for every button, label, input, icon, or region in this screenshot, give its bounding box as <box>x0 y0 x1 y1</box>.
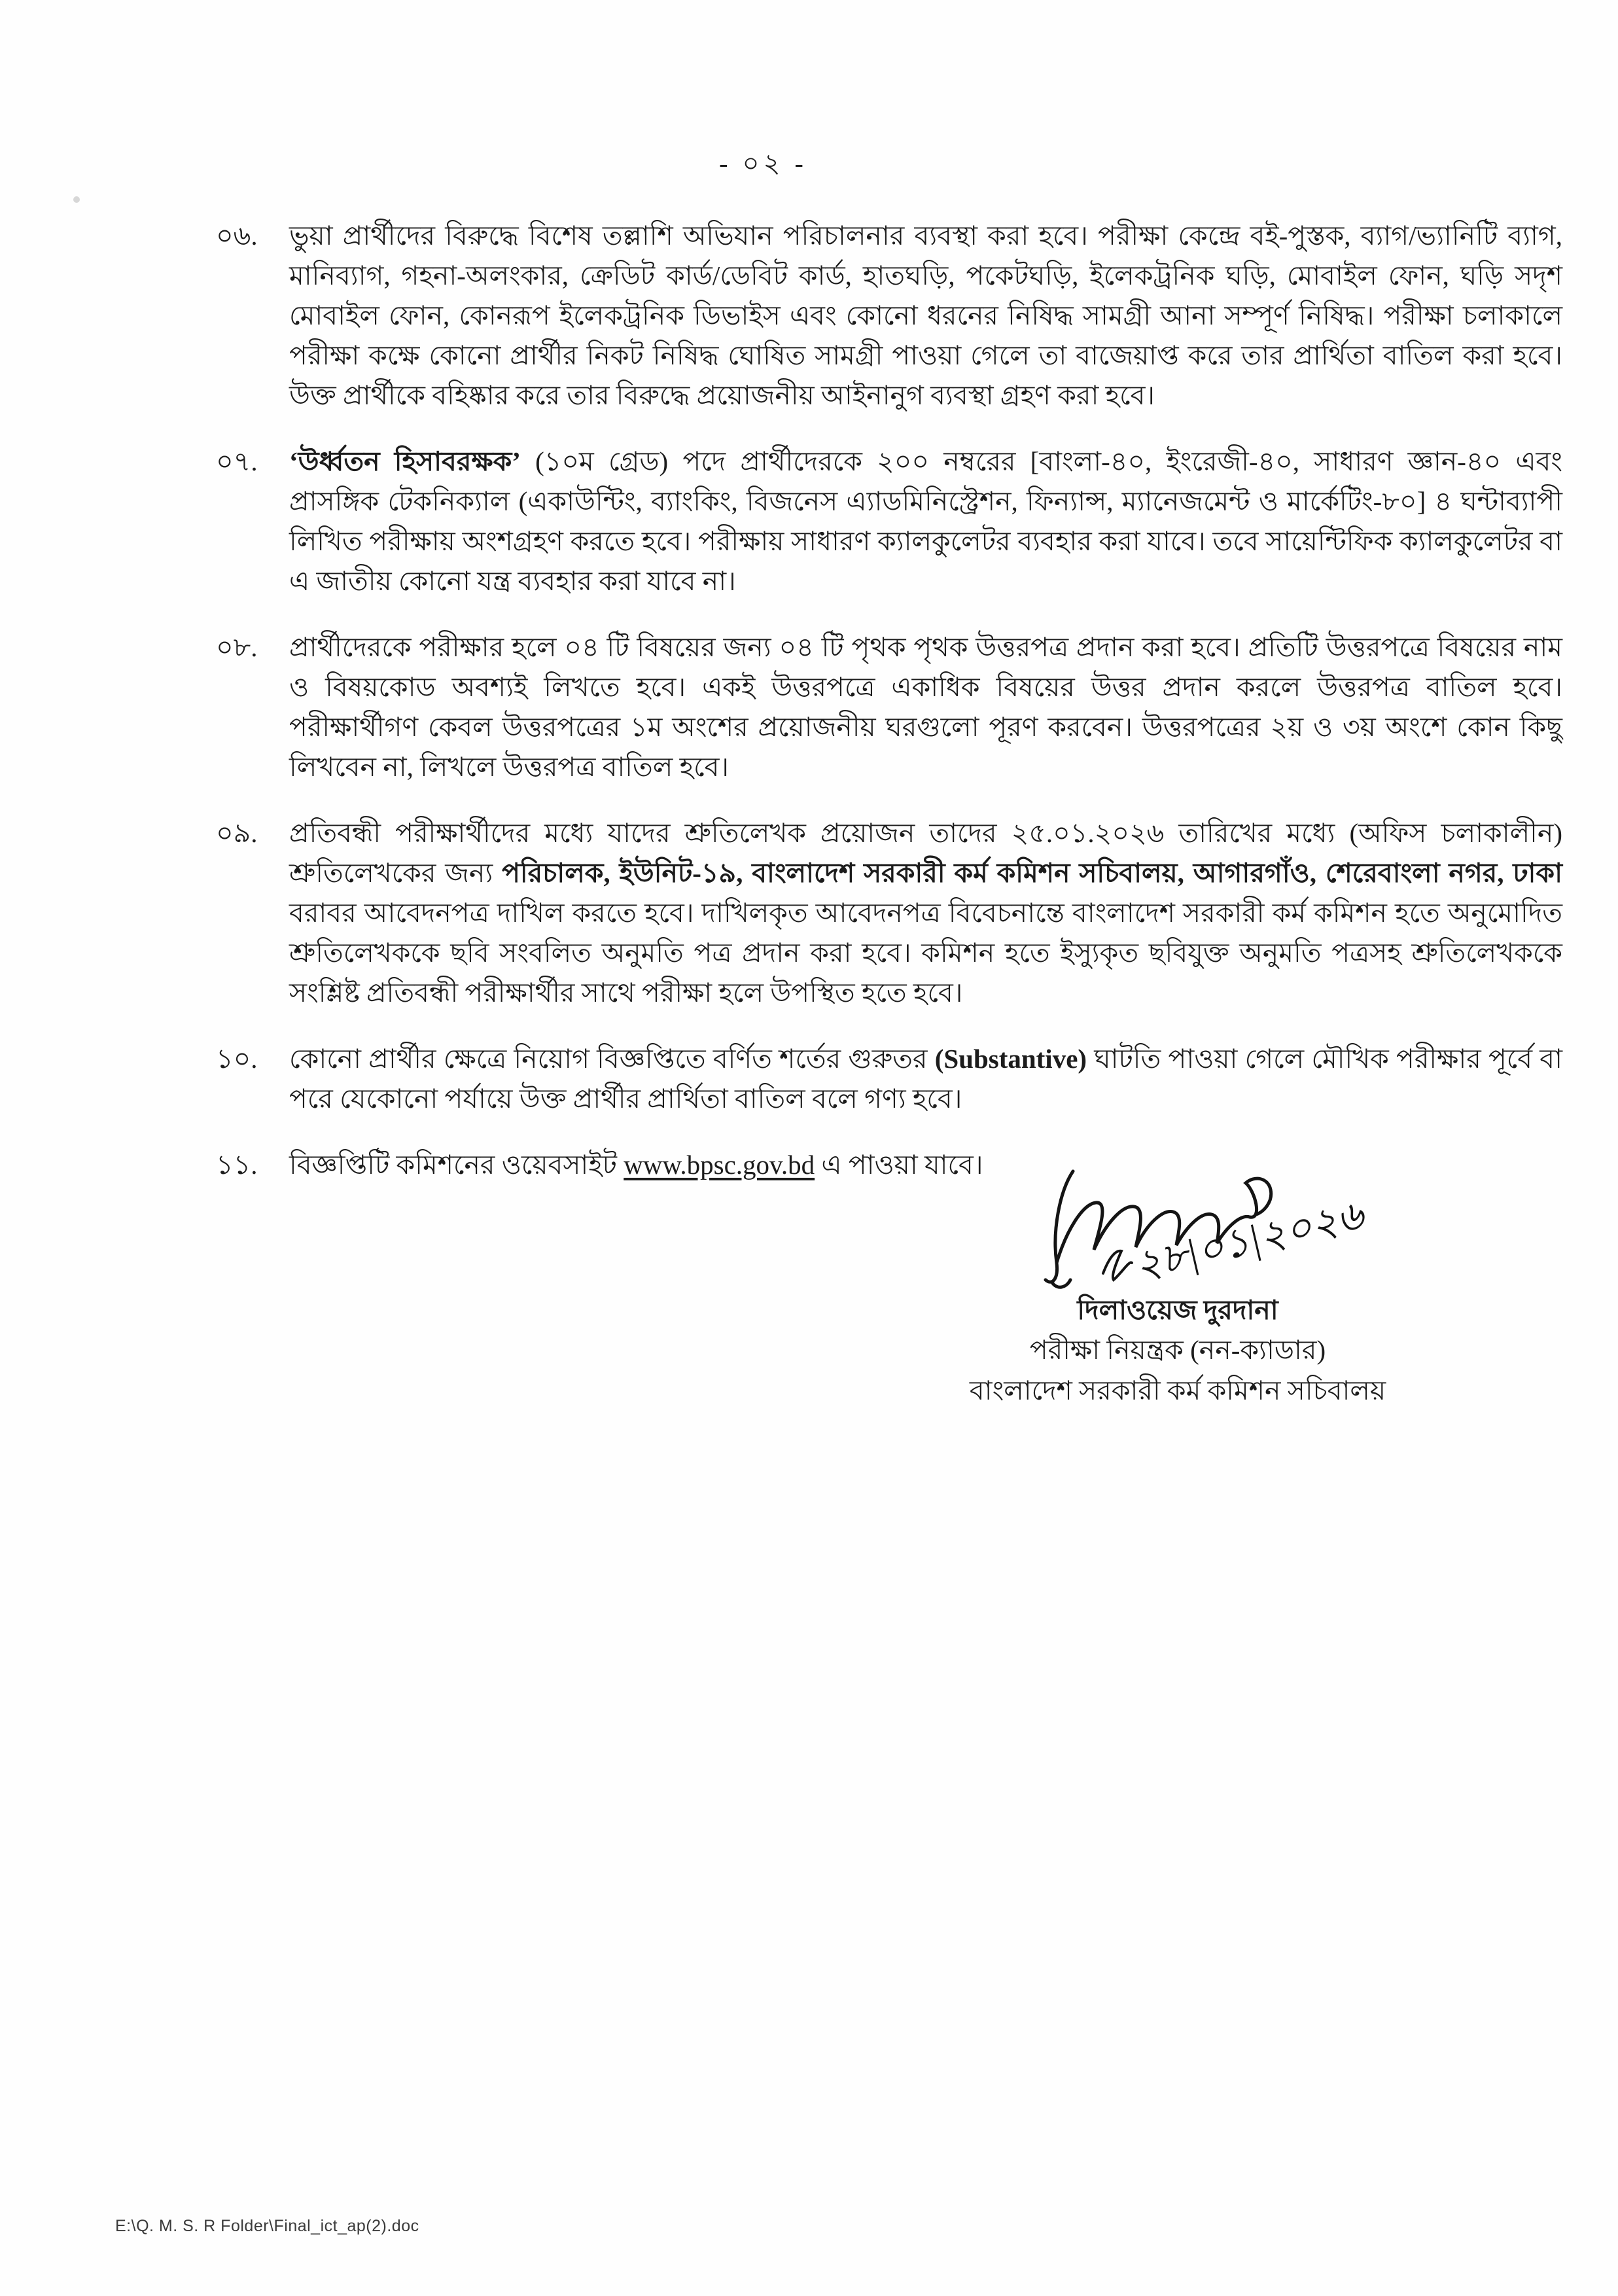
item-text-segment: কোনো প্রার্থীর ক্ষেত্রে নিয়োগ বিজ্ঞপ্তিতে বর্ণিত শর্তের গুরুতর <box>289 1044 935 1074</box>
item-text <box>289 813 1562 1013</box>
bpsc-website-link[interactable]: www.bpsc.gov.bd <box>624 1150 815 1180</box>
item-text-bold: পরিচালক, ইউনিট-১৯, বাংলাদেশ সরকারী কর্ম কমিশন সচিবালয়, আগারগাঁও, শেরেবাংলা নগর, ঢাকা <box>502 858 1562 888</box>
item-text <box>289 1039 1562 1119</box>
item-number: ১০. <box>216 1044 258 1074</box>
item-text-segment: এ পাওয়া যাবে। <box>815 1150 983 1180</box>
item-number: ০৬. <box>216 221 258 251</box>
document-file-path: E:\Q. M. S. R Folder\Final_ict_ap(2).doc <box>115 2217 419 2235</box>
item-number: ০৭. <box>216 446 258 476</box>
item-number: ১১. <box>216 1150 258 1180</box>
list-item <box>216 1039 1562 1119</box>
item-text-segment: (১০ম গ্রেড) পদে প্রার্থীদেরকে ২০০ নম্বরের [বাংলা-৪০, ইংরেজী-৪০, সাধারণ জ্ঞান-৪০ এবং প্রাসঙ্গিক টেকনিক্যাল (একাউন্টিং, ব্যাংকিং, বিজনেস এ্যাডমিনিস্ট্রেশন, ফিন্যান্স, ম্যানেজমেন্ট ও মার্কেটিং-৮০] ৪ ঘন্টাব্যাপী লিখিত পরীক্ষায় অংশগ্রহণ করতে হবে। পরীক্ষায় সাধারণ ক্যালকুলেটর ব্যবহার করা যাবে। তবে সায়েন্টিফিক ক্যালকুলেটর বা এ জাতীয় কোনো যন্ত্র ব্যবহার করা যাবে না। <box>289 446 1562 596</box>
item-number: ০৯. <box>216 818 258 848</box>
item-text-segment: ঘাটতি পাওয়া গেলে মৌখিক পরীক্ষার পূর্বে বা পরে যেকোনো পর্যায়ে উক্ত প্রার্থীর প্রার্থিতা বাতিল বলে গণ্য হবে। <box>289 1044 1562 1114</box>
list-item <box>216 627 1562 787</box>
list-item <box>216 216 1562 415</box>
item-text-bold: ‘উর্ধ্বতন হিসাবরক্ষক’ <box>289 446 521 476</box>
item-text <box>289 216 1562 415</box>
signatory-title: পরীক্ষা নিয়ন্ত্রক (নন-ক্যাডার) <box>1029 1335 1326 1365</box>
scan-artifact <box>73 196 80 203</box>
signatory-organization: বাংলাদেশ সরকারী কর্ম কমিশন সচিবালয় <box>969 1375 1386 1405</box>
signature-block <box>909 1152 1446 1411</box>
item-text-segment: প্রার্থীদেরকে পরীক্ষার হলে ০৪ টি বিষয়ের জন্য ০৪ টি পৃথক পৃথক উত্তরপত্র প্রদান করা হবে। প্রতিটি উত্তরপত্রে বিষয়ের নাম ও বিষয়কোড অবশ্যই লিখতে হবে। একই উত্তরপত্রে একাধিক বিষয়ের উত্তর প্রদান করলে উত্তরপত্র বাতিল হবে। পরীক্ষার্থীগণ কেবল উত্তরপত্রের ১ম অংশের প্রয়োজনীয় ঘরগুলো পূরণ করবেন। উত্তরপত্রের ২য় ও ৩য় অংশে কোন কিছু লিখবেন না, লিখলে উত্তরপত্র বাতিল হবে। <box>289 632 1562 782</box>
signatory-name: দিলাওয়েজ দুরদানা <box>1077 1295 1278 1325</box>
item-text-segment: বিজ্ঞপ্তিটি কমিশনের ওয়েবসাইট <box>289 1150 624 1180</box>
item-text-bold: (Substantive) <box>934 1044 1087 1074</box>
list-item <box>216 813 1562 1013</box>
item-text-segment: প্রতিবন্ধী পরীক্ষার্থীদের মধ্যে যাদের শ্রুতিলেখক প্রয়োজন তাদের ২৫.০১.২০২৬ তারিখের মধ্যে (অফিস চলাকালীন) শ্রুতিলেখকের জন্য <box>289 818 1562 888</box>
items-list <box>216 216 1562 1211</box>
item-text-segment: বরাবর আবেদনপত্র দাখিল করতে হবে। দাখিলকৃত আবেদনপত্র বিবেচনান্তে বাংলাদেশ সরকারী কর্ম কমিশন হতে অনুমোদিত শ্রুতিলেখককে ছবি সংবলিত অনুমতি পত্র প্রদান করা হবে। কমিশন হতে ইস্যুকৃত ছবিযুক্ত অনুমতি পত্রসহ শ্রুতিলেখককে সংশ্লিষ্ট প্রতিবন্ধী পরীক্ষার্থীর সাথে পরীক্ষা হলে উপস্থিত হতে হবে। <box>289 898 1562 1008</box>
signature-date: ২৮|০১|২০২৬ <box>1130 1193 1368 1289</box>
page-number: - ০২ - <box>719 149 807 178</box>
list-item <box>216 442 1562 601</box>
signature-scribble-icon <box>975 1152 1381 1302</box>
item-text <box>289 442 1562 601</box>
item-number: ০৮. <box>216 632 258 662</box>
item-text-segment: ভুয়া প্রার্থীদের বিরুদ্ধে বিশেষ তল্লাশি অভিযান পরিচালনার ব্যবস্থা করা হবে। পরীক্ষা কেন্দ্রে বই-পুস্তক, ব্যাগ/ভ্যানিটি ব্যাগ, মানিব্যাগ, গহনা-অলংকার, ক্রেডিট কার্ড/ডেবিট কার্ড, হাতঘড়ি, পকেটঘড়ি, ইলেকট্রনিক ঘড়ি, মোবাইল ফোন, ঘড়ি সদৃশ মোবাইল ফোন, কোনরূপ ইলেকট্রনিক ডিভাইস এবং কোনো ধরনের নিষিদ্ধ সামগ্রী আনা সম্পূর্ণ নিষিদ্ধ। পরীক্ষা চলাকালে পরীক্ষা কক্ষে কোনো প্রার্থীর নিকট নিষিদ্ধ ঘোষিত সামগ্রী পাওয়া গেলে তা বাজেয়াপ্ত করে তার প্রার্থিতা বাতিল করা হবে। উক্ত প্রার্থীকে বহিষ্কার করে তার বিরুদ্ধে প্রয়োজনীয় আইনানুগ ব্যবস্থা গ্রহণ করা হবে। <box>289 221 1562 410</box>
item-text <box>289 627 1562 787</box>
